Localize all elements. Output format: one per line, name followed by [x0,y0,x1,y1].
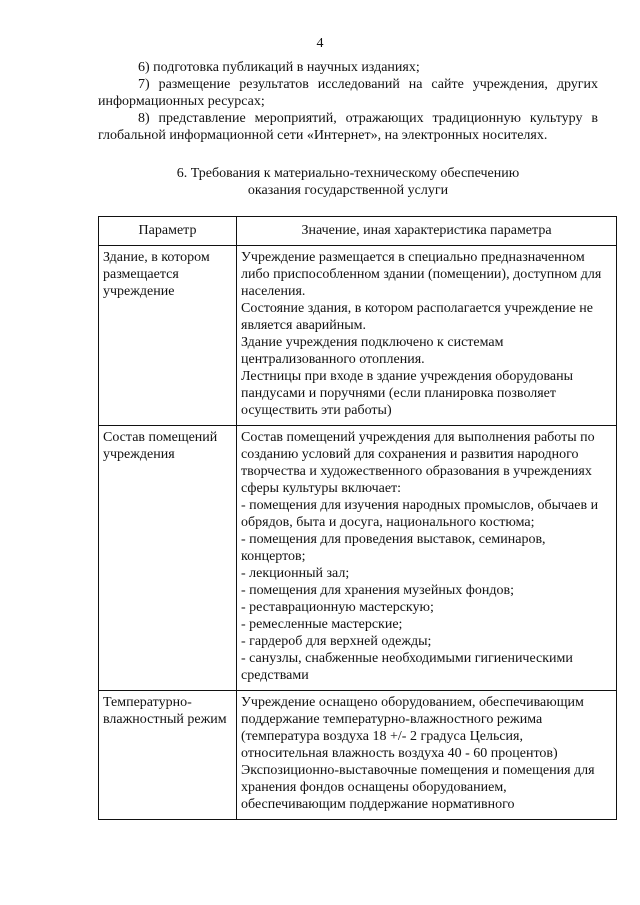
page-number: 4 [316,36,324,51]
value-line: Состояние здания, в котором располагается учреждение не является аварийным. [241,301,594,333]
value-line: - помещения для хранения музейных фондов; [241,583,514,598]
value-line: Состав помещений учреждения для выполнения работы по созданию условий для сохранения и развития народного творчества и художественного образования в учреждениях сферы культуры включает: [241,430,595,496]
row-value [237,691,617,820]
value-line: Лестницы при входе в здание учреждения оборудованы пандусами и поручнями (если планировка позволяет осуществить эти работы) [241,369,574,418]
table-header-row [99,217,617,246]
intro-item: 7) размещение результатов исследований на сайте учреждения, других информационных ресурсах; [98,77,598,109]
header-value: Значение, иная характеристика параметра [237,217,617,246]
table-row [99,691,617,820]
table-row [99,426,617,691]
row-value [237,426,617,691]
row-parameter: Температурно-влажностный режим [99,691,237,820]
value-line: - гардероб для верхней одежды; [241,634,432,649]
intro-item: 6) подготовка публикаций в научных изданиях; [138,60,420,75]
value-line: Здание учреждения подключено к системам централизованного отопления. [241,335,504,367]
value-line: Экспозиционно-выставочные помещения и помещения для хранения фондов оснащены оборудованием, обеспечивающим поддержание нормативного [241,763,595,812]
value-line: - лекционный зал; [241,566,350,581]
value-line: - реставрационную мастерскую; [241,600,434,615]
value-line: Учреждение оснащено оборудованием, обеспечивающим поддержание температурно-влажностного режима (температура воздуха 18 +/- 2 градуса Цельсия, относительная влажность воздуха 40 - 60 процентов) [241,695,584,761]
value-line: - ремесленные мастерские; [241,617,403,632]
table-row [99,246,617,426]
value-line: - помещения для проведения выставок, семинаров, концертов; [241,532,546,564]
section-title-line: оказания государственной услуги [247,183,449,198]
row-value [237,246,617,426]
row-parameter: Состав помещений учреждения [99,426,237,691]
section-title-line: 6. Требования к материально-техническому обеспечению [176,166,520,181]
value-line: - помещения для изучения народных промыслов, обычаев и обрядов, быта и досуга, национального костюма; [241,498,599,530]
intro-item: 8) представление мероприятий, отражающих традиционную культуру в глобальной информационной сети «Интернет», на электронных носителях. [98,111,598,143]
requirements-table [98,216,617,820]
header-parameter: Параметр [99,217,237,246]
row-parameter: Здание, в котором размещается учреждение [99,246,237,426]
value-line: - санузлы, снабженные необходимыми гигиеническими средствами [241,651,573,683]
value-line: Учреждение размещается в специально предназначенном либо приспособленном здании (помещении), доступном для населения. [241,250,602,299]
section-title [98,165,598,199]
intro-list [98,59,598,144]
